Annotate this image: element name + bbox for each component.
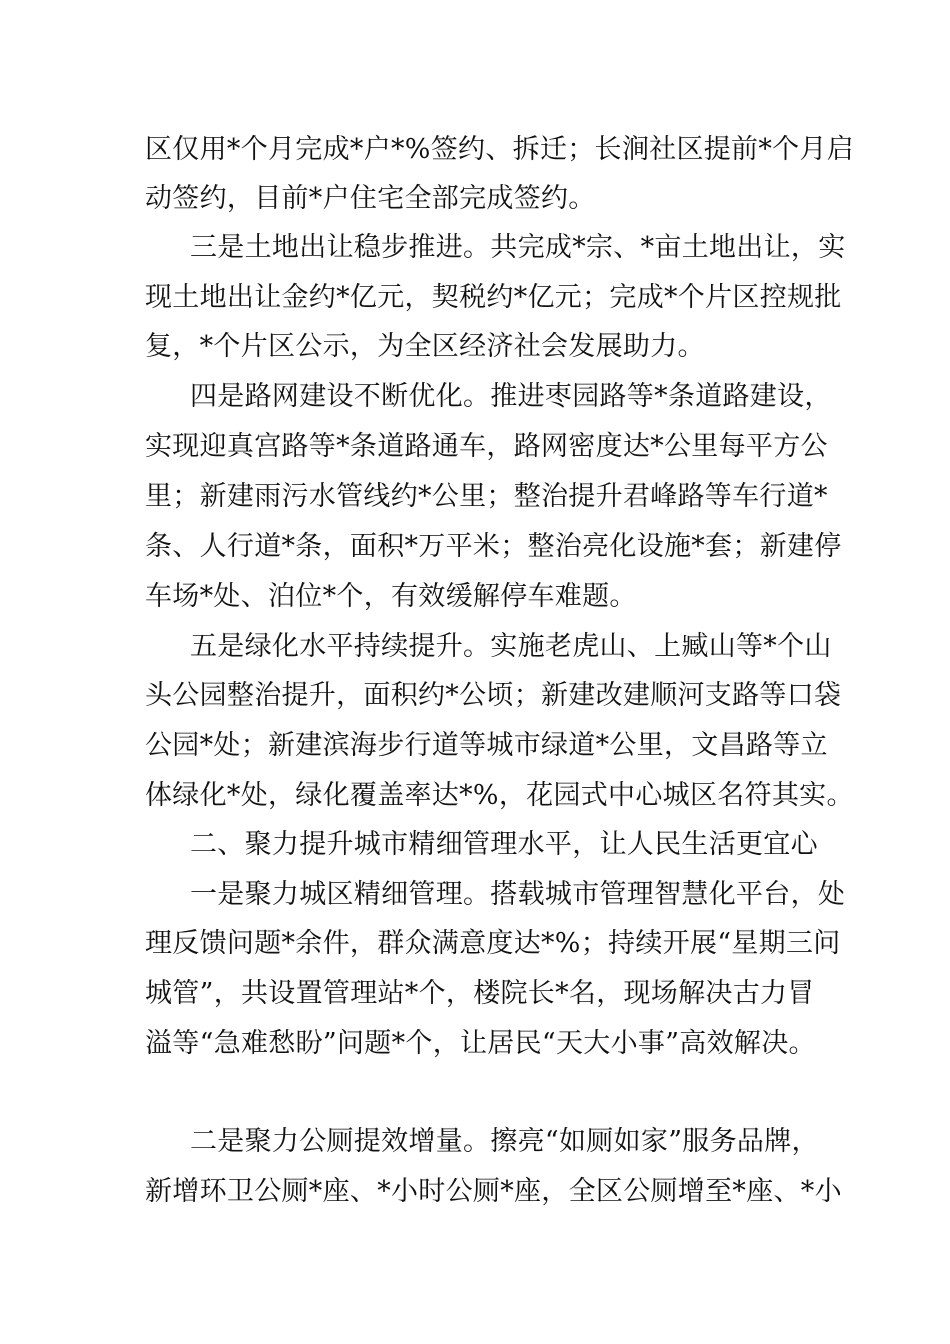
text-line: 现土地出让金约*亿元，契税约*亿元；完成*个片区控规批 [145, 282, 842, 313]
text-line: 条、人行道*条，面积*万平米；整治亮化设施*套；新建停 [145, 531, 842, 562]
text-line: 公园*处；新建滨海步行道等城市绿道*公里，文昌路等立 [145, 730, 828, 761]
text-line: 头公园整治提升，面积约*公顷；新建改建顺河支路等口袋 [145, 680, 842, 711]
text-line: 里；新建雨污水管线约*公里；整治提升君峰路等车行道* [145, 481, 828, 512]
text-line: 实现迎真宫路等*条道路通车，路网密度达*公里每平方公 [145, 431, 828, 462]
section-heading: 二、聚力提升城市精细管理水平，让人民生活更宜心 [190, 829, 818, 860]
text-line: 动签约，目前*户住宅全部完成签约。 [145, 183, 596, 214]
paragraph-start: 三是土地出让稳步推进。共完成*宗、*亩土地出让，实 [190, 232, 846, 263]
text-line: 体绿化*处，绿化覆盖率达*%，花园式中心城区名符其实。 [145, 780, 854, 811]
text-line: 溢等“急难愁盼”问题*个，让居民“天大小事”高效解决。 [145, 1028, 816, 1059]
text-line: 新增环卫公厕*座、*小时公厕*座，全区公厕增至*座、*小 [145, 1176, 842, 1207]
paragraph-start: 四是路网建设不断优化。推进枣园路等*条道路建设， [190, 381, 832, 412]
paragraph-start: 二是聚力公厕提效增量。擦亮“如厕如家”服务品牌， [190, 1126, 819, 1157]
paragraph-start: 一是聚力城区精细管理。搭载城市管理智慧化平台，处 [190, 879, 846, 910]
paragraph-start: 五是绿化水平持续提升。实施老虎山、上臧山等*个山 [190, 631, 832, 662]
text-line: 区仅用*个月完成*户*%签约、拆迁；长涧社区提前*个月启 [145, 134, 855, 165]
text-line: 复，*个片区公示，为全区经济社会发展助力。 [145, 331, 705, 362]
text-line: 理反馈问题*余件，群众满意度达*%；持续开展“星期三问 [145, 928, 841, 959]
text-line: 城管”，共设置管理站*个，楼院长*名，现场解决古力冒 [145, 978, 815, 1009]
text-line: 车场*处、泊位*个，有效缓解停车难题。 [145, 581, 637, 612]
